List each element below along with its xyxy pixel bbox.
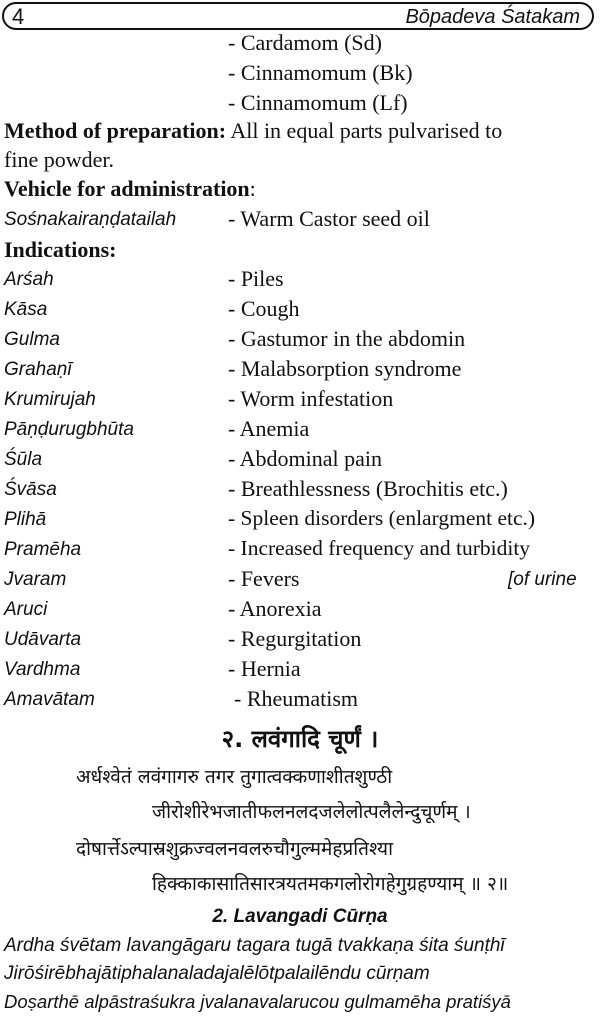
indication-term: Aruci <box>4 599 48 620</box>
indication-desc: - Malabsorption syndrome <box>228 356 462 381</box>
indication-term: Krumirujah <box>4 389 96 410</box>
ingredient-line: - Cinnamomum (Lf) <box>228 90 408 115</box>
method-line <box>4 118 502 144</box>
indication-desc: - Hernia <box>228 656 301 681</box>
indication-desc: - Fevers <box>228 566 300 591</box>
transliteration-line: Jirōśirēbhajātiphalanaladajalēlōtpalailēndu cūrṇam <box>4 963 430 984</box>
verse-line: अर्धश्वेतं लवंगागरु तगर तुगात्वक्कणाशीतशुण्ठी <box>76 766 393 788</box>
vehicle-label: Vehicle for administration <box>4 176 250 201</box>
indication-desc: - Increased frequency and turbidity <box>228 536 531 560</box>
indication-term: Amavātam <box>4 689 95 710</box>
sanskrit-title: २. लवंगादि चूर्णं । <box>221 725 379 753</box>
indication-desc: - Piles <box>228 266 284 291</box>
vehicle-desc: - Warm Castor seed oil <box>228 206 430 231</box>
indication-term: Śvāsa <box>4 479 57 500</box>
method-text-cont: fine powder. <box>4 147 114 172</box>
indication-desc: - Abdominal pain <box>228 446 382 471</box>
indication-term: Arśah <box>4 269 54 290</box>
indication-term: Śūla <box>4 449 43 470</box>
indication-desc: - Spleen disorders (enlargment etc.) <box>228 506 536 530</box>
indication-desc: - Rheumatism <box>234 686 359 711</box>
running-title: Bōpadeva Śatakam <box>405 6 580 28</box>
indications-heading <box>4 237 116 263</box>
indications-label: Indications: <box>4 237 117 262</box>
ingredient-line: - Cinnamomum (Bk) <box>228 60 413 85</box>
indication-term: Gulma <box>4 329 60 350</box>
indication-term: Grahaṇī <box>4 359 72 380</box>
transliteration-line: Ardha śvētam lavangāgaru tagara tugā tvakkaṇa śita śunṭhī <box>4 935 505 956</box>
vehicle-colon: : <box>249 176 256 201</box>
transliteration-line: Doṣarthē alpāstraśukra jvalanavalarucou gulmamēha pratiśyā <box>4 991 511 1012</box>
indication-desc: - Anorexia <box>228 596 322 621</box>
indication-desc: - Regurgitation <box>228 626 362 651</box>
indication-term: Pramēha <box>4 539 82 560</box>
indication-term: Vardhma <box>4 659 81 680</box>
verse-line: हिक्काकासातिसारत्रयतमकगलोरोगहेगुग्रहण्याम् ॥ २॥ <box>152 873 509 895</box>
indication-desc: - Cough <box>228 296 300 321</box>
indication-desc: - Worm infestation <box>228 386 394 411</box>
method-label: Method of preparation: <box>4 118 227 143</box>
indication-term: Udāvarta <box>4 629 82 650</box>
indication-term: Jvaram <box>4 569 67 590</box>
continuation-note: [of urine <box>508 569 577 590</box>
indication-term: Pāṇḍurugbhūta <box>4 419 134 440</box>
vehicle-term: Sośnakairaṇḍatailah <box>4 209 177 230</box>
running-header <box>2 2 594 30</box>
verse-line: जीरोशीरेभजातीफलनलदजलेलोत्पलैलेन्दुचूर्णम् । <box>152 801 471 823</box>
indication-desc: - Anemia <box>228 416 310 441</box>
vehicle-heading <box>4 176 256 202</box>
indication-term: Kāsa <box>4 299 48 320</box>
method-text: All in equal parts pulvarised to <box>230 118 503 143</box>
transliteration-title: 2. Lavangadi Cūrṇa <box>212 906 388 927</box>
page-number: 4 <box>12 4 25 29</box>
indication-desc: - Breathlessness (Brochitis etc.) <box>228 476 508 501</box>
verse-line: दोषार्त्तेऽल्पास्रशुक्रज्वलनवलरुचौगुल्ममेहप्रतिश्या <box>76 838 393 860</box>
ingredient-line: - Cardamom (Sd) <box>228 30 382 55</box>
indication-term: Plihā <box>4 509 47 530</box>
indication-desc: - Gastumor in the abdomin <box>228 326 466 351</box>
